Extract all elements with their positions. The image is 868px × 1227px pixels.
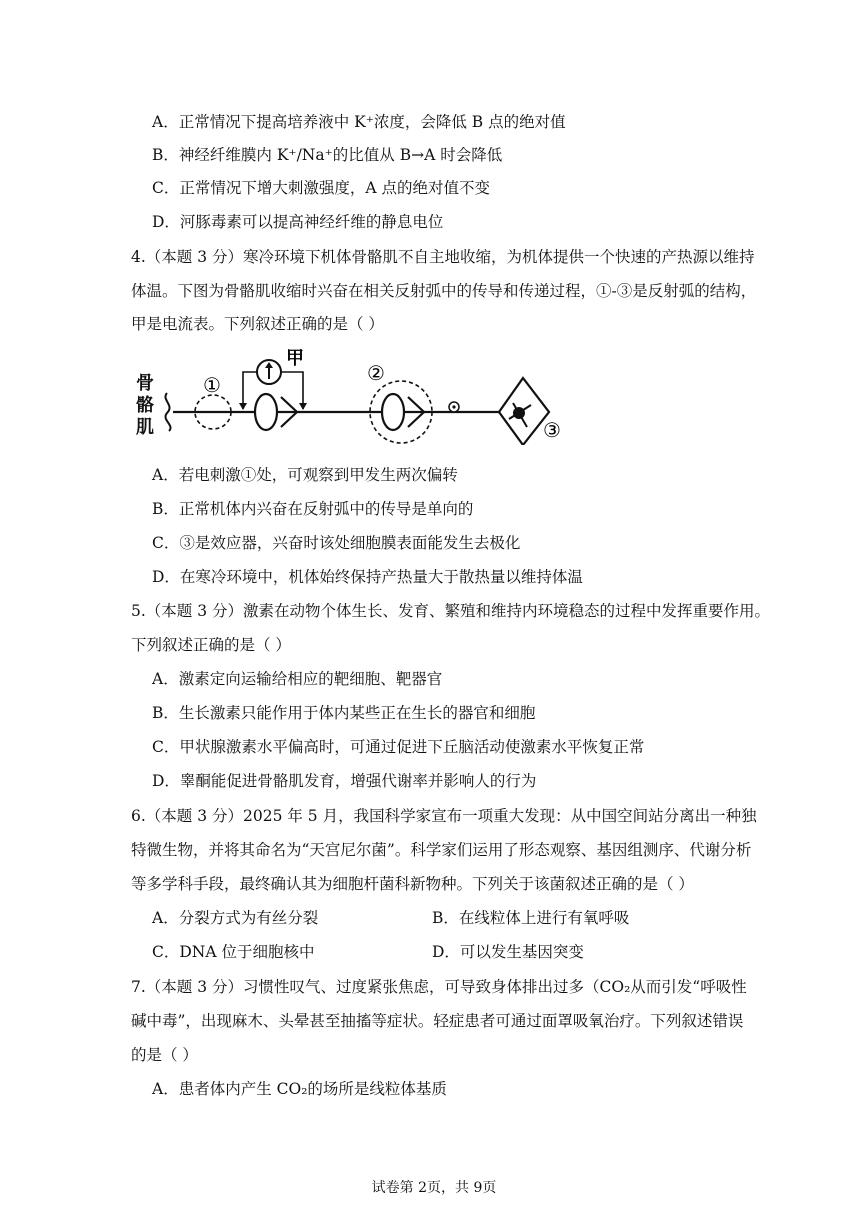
- q4-option-a: A．若电刺激①处，可观察到甲发生两次偏转: [152, 466, 458, 484]
- q4-stem-line2: 体温。下图为骨骼肌收缩时兴奋在相关反射弧中的传导和传递过程，①-③是反射弧的结构，: [131, 282, 757, 300]
- q4-option-c: C．③是效应器，兴奋时该处细胞膜表面能发生去极化: [152, 534, 521, 552]
- label-site-3: ③: [543, 418, 561, 442]
- q7-stem-line2: 碱中毒”，出现麻木、头晕甚至抽搐等症状。轻症患者可通过面罩吸氧治疗。下列叙述错误: [131, 1012, 744, 1030]
- q7-option-a: A．患者体内产生 CO₂的场所是线粒体基质: [152, 1080, 447, 1098]
- reflex-arc-figure: [131, 345, 591, 445]
- q5-stem-line2: 下列叙述正确的是（ ）: [131, 636, 291, 654]
- q6-stem-line2: 特微生物，并将其命名为“天宫尼尔菌”。科学家们运用了形态观察、基因组测序、代谢分析: [131, 841, 752, 859]
- synapse-2-knob: [382, 394, 404, 430]
- q4-stem-line3: 甲是电流表。下列叙述正确的是（ ）: [131, 315, 384, 333]
- q3-option-d: D．河豚毒素可以提高神经纤维的静息电位: [152, 213, 444, 231]
- q3-option-a: A．正常情况下提高培养液中 K⁺浓度，会降低 B 点的绝对值: [152, 113, 566, 131]
- label-site-2: ②: [367, 361, 385, 385]
- q4-option-d: D．在寒冷环境中，机体始终保持产热量大于散热量以维持体温: [152, 568, 583, 586]
- q5-option-a: A．激素定向运输给相应的靶细胞、靶器官: [152, 670, 443, 688]
- q7-stem-line3: 的是（ ）: [131, 1046, 198, 1064]
- q6-option-a: A．分裂方式为有丝分裂: [152, 909, 319, 927]
- q6-option-c: C．DNA 位于细胞核中: [152, 943, 315, 961]
- q6-option-d: D．可以发生基因突变: [432, 943, 584, 961]
- q5-option-c: C．甲状腺激素水平偏高时，可通过促进下丘脑活动使激素水平恢复正常: [152, 738, 645, 756]
- q7-stem-line1: 7.（本题 3 分）习惯性叹气、过度紧张焦虑，可导致身体排出过多（CO₂从而引发“呼吸性: [131, 978, 747, 996]
- label-site-1: ①: [203, 373, 221, 397]
- muscle-icon: [165, 393, 170, 431]
- q3-option-c: C．正常情况下增大刺激强度，A 点的绝对值不变: [152, 179, 490, 197]
- q5-stem-line1: 5.（本题 3 分）激素在动物个体生长、发育、繁殖和维持内环境稳态的过程中发挥重要作用。: [131, 602, 771, 620]
- q6-stem-line3: 等多学科手段，最终确认其为细胞杆菌科新物种。下列关于该菌叙述正确的是（ ）: [131, 875, 694, 893]
- muscle-label-3: 肌: [136, 417, 154, 438]
- meter-label: 甲: [286, 348, 304, 369]
- q4-option-b: B．正常机体内兴奋在反射弧中的传导是单向的: [152, 500, 474, 518]
- q4-stem-line1: 4.（本题 3 分）寒冷环境下机体骨骼肌不自主地收缩，为机体提供一个快速的产热源以维持: [131, 248, 755, 266]
- q6-stem-line1: 6.（本题 3 分）2025 年 5 月，我国科学家宣布一项重大发现：从中国空间站分离出一种独: [131, 807, 757, 825]
- q5-option-d: D．睾酮能促进骨骼肌发育，增强代谢率并影响人的行为: [152, 772, 537, 790]
- muscle-label-2: 骼: [136, 395, 154, 416]
- q6-option-b: B．在线粒体上进行有氧呼吸: [432, 909, 630, 927]
- synapse-1-knob: [255, 394, 277, 430]
- q5-option-b: B．生长激素只能作用于体内某些正在生长的器官和细胞: [152, 704, 536, 722]
- page-footer: 试卷第 2页，共 9页: [371, 1180, 497, 1196]
- q3-option-b: B．神经纤维膜内 K⁺/Na⁺的比值从 B→A 时会降低: [152, 146, 503, 164]
- muscle-label-1: 骨: [136, 373, 154, 394]
